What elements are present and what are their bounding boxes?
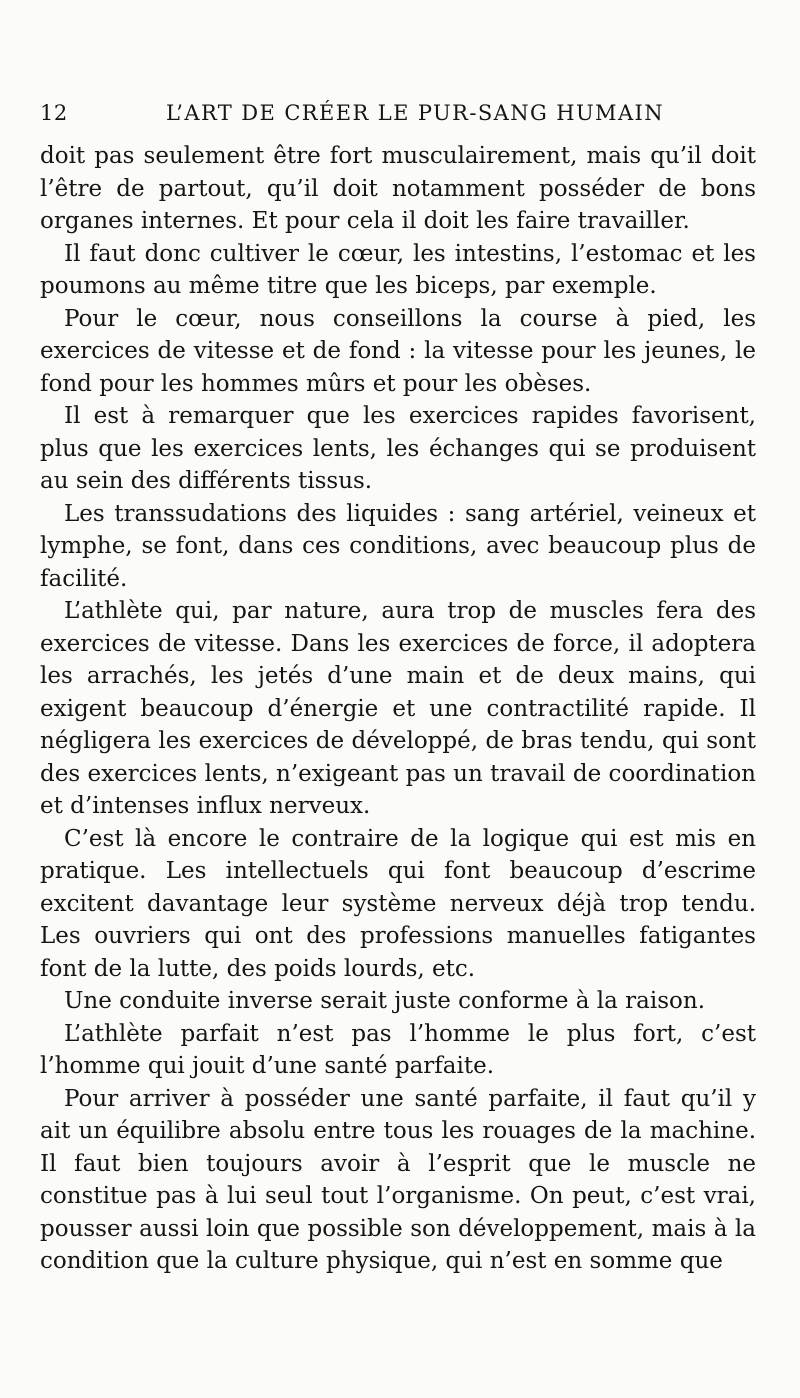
running-title: L’ART DE CRÉER LE PUR-SANG HUMAIN <box>166 101 664 125</box>
paragraph-continues: Pour arriver à posséder une santé parfaite, il faut qu’il y ait un équilibre absolu entre tous les rouages de la machine. Il faut bien toujours avoir à l’esprit que le muscle ne constitue pas à lui seul tout l’organisme. On peut, c’est vrai, pousser aussi loin que possible son développement, mais à la condition que la culture physique, qui n’est en somme que <box>40 1085 756 1274</box>
paragraph: Les transsudations des liquides : sang artériel, veineux et lymphe, se font, dans ces conditions, avec beaucoup plus de facilité. <box>40 500 756 592</box>
paragraph: Il faut donc cultiver le cœur, les intestins, l’estomac et les poumons au même titre que les biceps, par exemple. <box>40 240 756 299</box>
paragraph: Une conduite inverse serait juste conforme à la raison. <box>64 988 706 1014</box>
paragraph-continuation: doit pas seulement être fort musculairement, mais qu’il doit l’être de partout, qu’il doit notamment posséder de bons organes internes. Et pour cela il doit les faire travailler. <box>40 143 756 234</box>
paragraph: C’est là encore le contraire de la logique qui est mis en pratique. Les intellectuels qui font beaucoup d’escrime excitent davantage leur système nerveux déjà trop tendu. Les ouvriers qui ont des professions manuelles fatigantes font de la lutte, des poids lourds, etc. <box>40 825 756 982</box>
body-text <box>40 140 756 1278</box>
paragraph: Pour le cœur, nous conseillons la course à pied, les exercices de vitesse et de fond : la vitesse pour les jeunes, le fond pour les hommes mûrs et pour les obèses. <box>40 305 756 397</box>
paragraph: L’athlète qui, par nature, aura trop de muscles fera des exercices de vitesse. Dans les exercices de force, il adoptera les arrachés, les jetés d’une main et de deux mains, qui exigent beaucoup d’énergie et une contractilité rapide. Il négligera les exercices de développé, de bras tendu, qui sont des exercices lents, n’exigeant pas un travail de coordination et d’intenses influx nerveux. <box>40 598 756 819</box>
paragraph: Il est à remarquer que les exercices rapides favorisent, plus que les exercices lents, les échanges qui se produisent au sein des différents tissus. <box>40 403 756 494</box>
running-head <box>40 98 756 128</box>
paragraph: L’athlète parfait n’est pas l’homme le plus fort, c’est l’homme qui jouit d’une santé parfaite. <box>40 1020 756 1079</box>
page-number: 12 <box>40 101 68 125</box>
